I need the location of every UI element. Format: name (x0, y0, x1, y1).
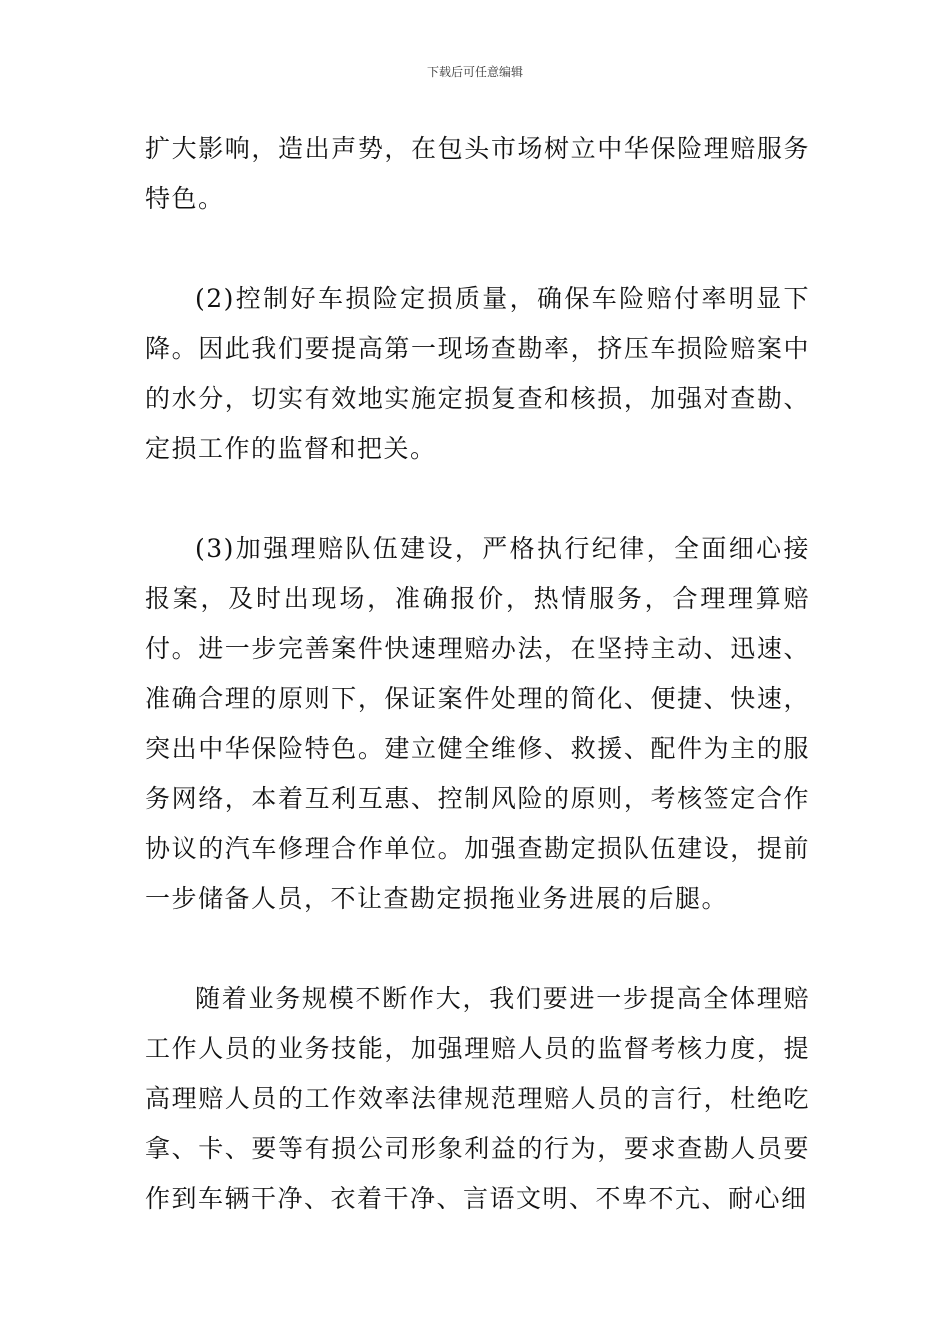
paragraph-staff-skills: 随着业务规模不断作大，我们要进一步提高全体理赔工作人员的业务技能，加强理赔人员的监督考核力度，提高理赔人员的工作效率法律规范理赔人员的言行，杜绝吃拿、卡、要等有损公司形象利益的行为，要求查勘人员要作到车辆干净、衣着干净、言语文明、不卑不亢、耐心细 (145, 984, 810, 1213)
document-body (145, 124, 810, 1274)
page-header: 下载后可任意编辑 (426, 65, 523, 79)
paragraph-item-3: (3)加强理赔队伍建设，严格执行纪律，全面细心接报案，及时出现场，准确报价，热情服务，合理理算赔付。进一步完善案件快速理赔办法，在坚持主动、迅速、准确合理的原则下，保证案件处理的简化、便捷、快速，突出中华保险特色。建立健全维修、救援、配件为主的服务网络，本着互利互惠、控制风险的原则，考核签定合作协议的汽车修理合作单位。加强查勘定损队伍建设，提前一步储备人员，不让查勘定损拖业务进展的后腿。 (145, 534, 810, 913)
paragraph-continuation: 扩大影响，造出声势，在包头市场树立中华保险理赔服务特色。 (145, 134, 810, 213)
paragraph-item-2: (2)控制好车损险定损质量，确保车险赔付率明显下降。因此我们要提高第一现场查勘率，挤压车损险赔案中的水分，切实有效地实施定损复查和核损，加强对查勘、定损工作的监督和把关。 (145, 284, 810, 463)
